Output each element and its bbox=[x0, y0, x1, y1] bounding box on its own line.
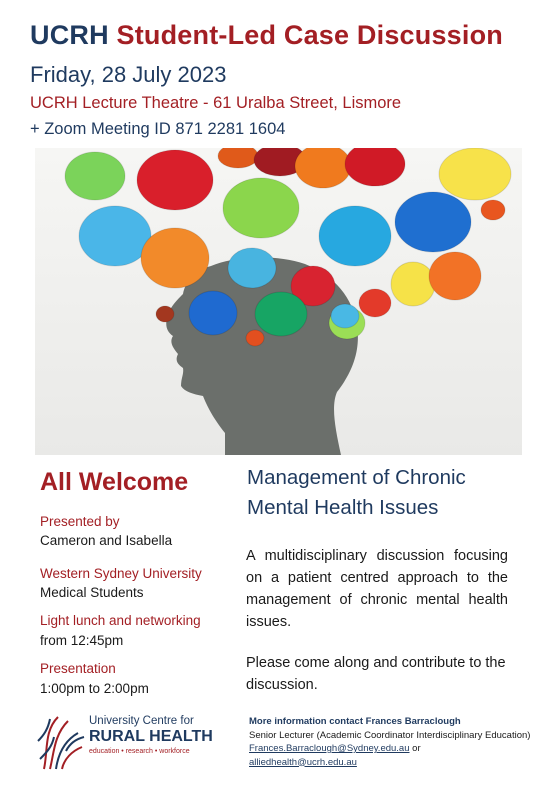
topic-line-2: Mental Health Issues bbox=[247, 496, 439, 519]
poster-title bbox=[30, 20, 503, 51]
hero-image bbox=[35, 148, 522, 455]
lunch-label: Light lunch and networking bbox=[40, 613, 201, 628]
email-link-alliedhealth[interactable]: alliedhealth@ucrh.edu.au bbox=[249, 756, 357, 768]
all-welcome-heading: All Welcome bbox=[40, 468, 189, 496]
contact-heading: More information contact Frances Barraclough bbox=[249, 716, 461, 727]
presentation-label: Presentation bbox=[40, 661, 116, 676]
title-prefix: UCRH bbox=[30, 20, 109, 50]
topic-line-1: Management of Chronic bbox=[247, 466, 466, 489]
description: A multidisciplinary discussion focusing on a patient centred approach to the management of chronic mental health issues. bbox=[246, 548, 508, 630]
students-label: Medical Students bbox=[40, 585, 144, 600]
zoom-meeting-id: + Zoom Meeting ID 871 2281 1604 bbox=[30, 120, 286, 138]
logo-tagline: education • research • workforce bbox=[89, 748, 190, 755]
lunch-time: from 12:45pm bbox=[40, 633, 124, 648]
contact-role: Senior Lecturer (Academic Coordinator Interdisciplinary Education) bbox=[249, 729, 531, 741]
topic-heading bbox=[247, 463, 527, 523]
title-event: Student-Led Case Discussion bbox=[116, 20, 503, 50]
logo-line-1: University Centre for bbox=[89, 715, 194, 727]
presenters: Cameron and Isabella bbox=[40, 533, 173, 548]
contact-emails bbox=[249, 742, 539, 756]
tree-logo-icon bbox=[36, 711, 86, 773]
invitation: Please come along and contribute to the discussion. bbox=[246, 655, 506, 693]
email-link-frances[interactable]: Frances.Barraclough@Sydney.edu.au bbox=[249, 743, 410, 754]
presentation-time: 1:00pm to 2:00pm bbox=[40, 681, 149, 696]
event-venue: UCRH Lecture Theatre - 61 Uralba Street, Lismore bbox=[30, 94, 402, 112]
ucrh-logo bbox=[36, 711, 236, 773]
head-with-paper-balls-illustration bbox=[35, 148, 522, 455]
university-label: Western Sydney University bbox=[40, 566, 202, 581]
presented-by-label: Presented by bbox=[40, 514, 120, 529]
event-date: Friday, 28 July 2023 bbox=[30, 62, 227, 87]
or-text: or bbox=[412, 743, 421, 754]
logo-line-2: RURAL HEALTH bbox=[89, 728, 213, 745]
contact-info bbox=[249, 715, 539, 769]
